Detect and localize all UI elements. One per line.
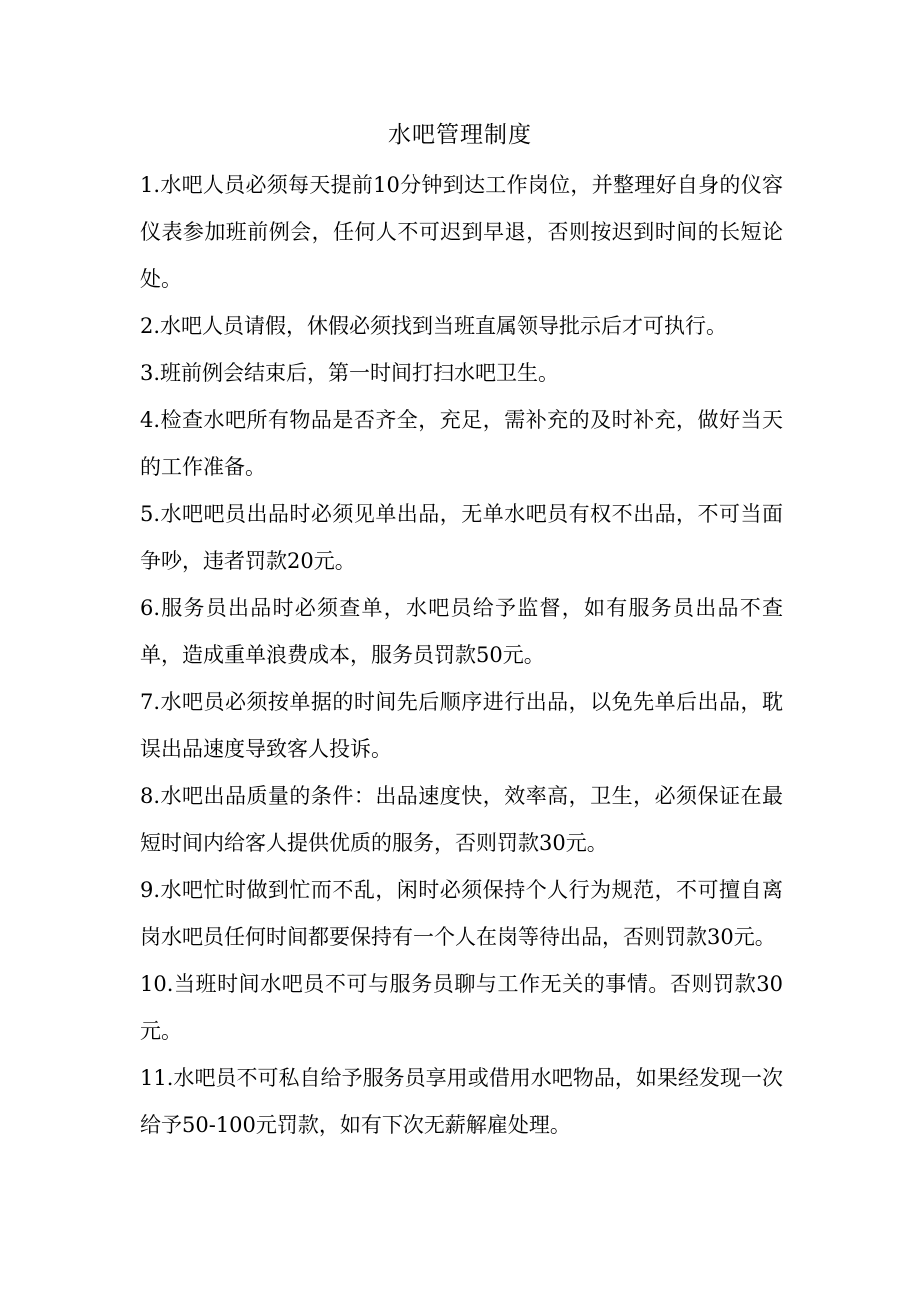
rule-item-3: 3.班前例会结束后，第一时间打扫水吧卫生。 bbox=[140, 361, 560, 385]
rule-item-9: 9.水吧忙时做到忙而不乱，闲时必须保持个人行为规范，不可擅自离岗水吧员任何时间都要保持有一个人在岗等待出品，否则罚款30元。 bbox=[140, 878, 783, 949]
rule-item-1: 1.水吧人员必须每天提前10分钟到达工作岗位，并整理好自身的仪容仪表参加班前例会，任何人不可迟到早退，否则按迟到时间的长短论处。 bbox=[140, 173, 783, 291]
rule-item-6: 6.服务员出品时必须查单，水吧员给予监督，如有服务员出品不查单，造成重单浪费成本，服务员罚款50元。 bbox=[140, 596, 783, 667]
rule-item-5: 5.水吧吧员出品时必须见单出品，无单水吧员有权不出品，不可当面争吵，违者罚款20元。 bbox=[140, 502, 783, 573]
document-title: 水吧管理制度 bbox=[388, 122, 532, 148]
rule-item-10: 10.当班时间水吧员不可与服务员聊与工作无关的事情。否则罚款30元。 bbox=[140, 972, 783, 1043]
document-body bbox=[140, 162, 783, 1149]
rule-item-11: 11.水吧员不可私自给予服务员享用或借用水吧物品，如果经发现一次给予50-100元罚款，如有下次无薪解雇处理。 bbox=[140, 1066, 783, 1137]
rule-item-2: 2.水吧人员请假，休假必须找到当班直属领导批示后才可执行。 bbox=[140, 314, 728, 338]
rule-item-4: 4.检查水吧所有物品是否齐全，充足，需补充的及时补充，做好当天的工作准备。 bbox=[140, 408, 783, 479]
rule-item-7: 7.水吧员必须按单据的时间先后顺序进行出品，以免先单后出品，耽误出品速度导致客人投诉。 bbox=[140, 690, 783, 761]
rule-item-8: 8.水吧出品质量的条件：出品速度快，效率高，卫生，必须保证在最短时间内给客人提供优质的服务，否则罚款30元。 bbox=[140, 784, 783, 855]
